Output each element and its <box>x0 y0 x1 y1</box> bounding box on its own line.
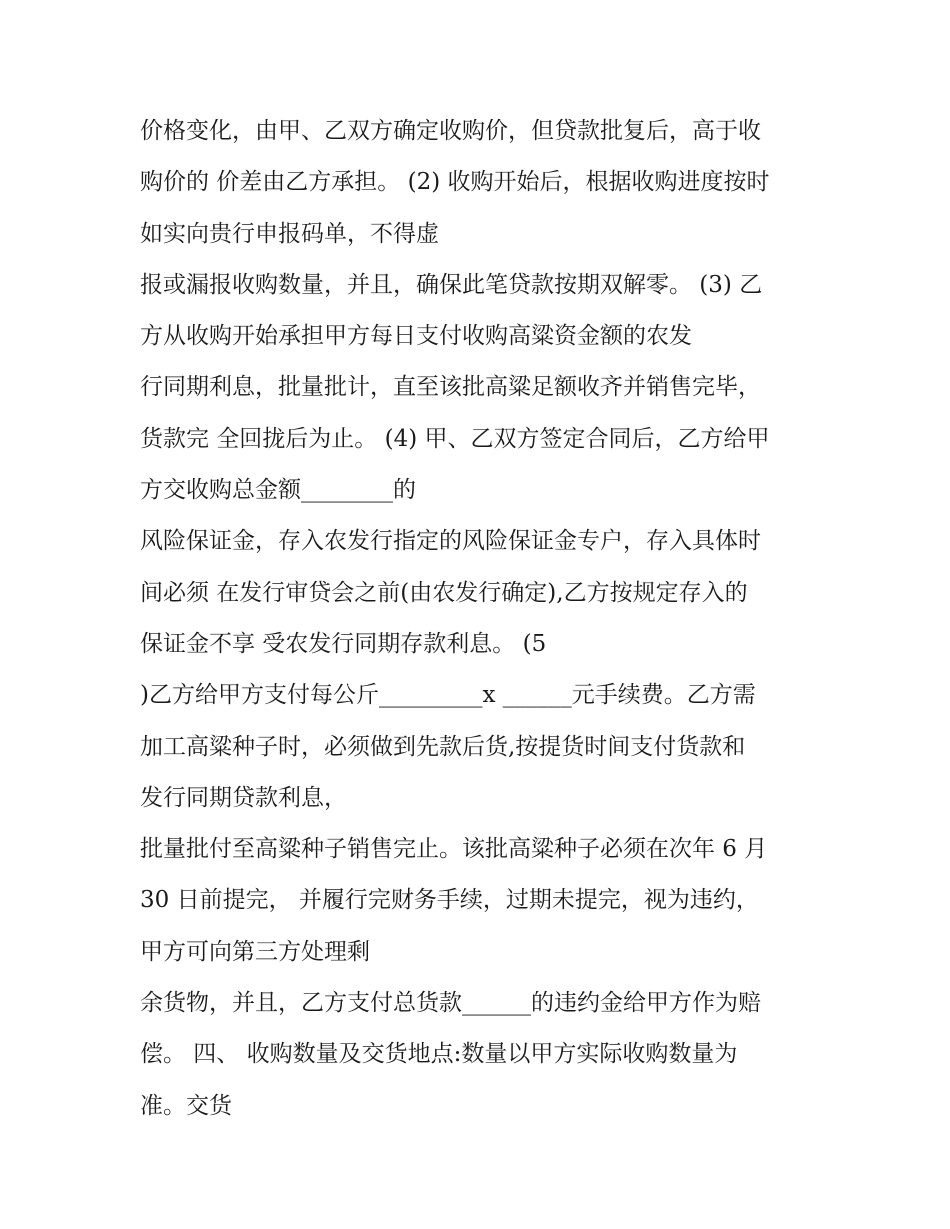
text-line: 方交收购总金额________的 <box>140 477 416 504</box>
text-line: 报或漏报收购数量，并且，确保此笔贷款按期双解零。 (3) 乙 <box>140 271 763 298</box>
text-line: 偿。 四、 收购数量及交货地点:数量以甲方实际收购数量为 <box>140 1041 738 1068</box>
text-line: 行同期利息，批量批计，直至该批高粱足额收齐并销售完毕， <box>140 374 761 401</box>
text-line: 风险保证金，存入农发行指定的风险保证金专户，存入具体时 <box>140 528 761 555</box>
text-line: 方从收购开始承担甲方每日支付收购高粱资金额的农发 <box>140 323 692 350</box>
contract-text <box>140 106 830 1132</box>
text-line: 保证金不享 受农发行同期存款利息。 (5 <box>140 630 547 657</box>
text-line: 加工高粱种子时，必须做到先款后货,按提货时间支付货款和 <box>140 733 746 760</box>
text-line: 购价的 价差由乙方承担。 (2) 收购开始后，根据收购进度按时 <box>140 169 770 196</box>
text-line: 间必须 在发行审贷会之前(由农发行确定),乙方按规定存入的 <box>140 579 748 606</box>
text-line: 货款完 全回拢后为止。 (4) 甲、乙双方签定合同后，乙方给甲 <box>140 425 770 452</box>
text-line: 余货物，并且，乙方支付总货款______的违约金给甲方作为赔 <box>140 990 761 1017</box>
text-line: 发行同期贷款利息， <box>140 784 347 811</box>
text-line: )乙方给甲方支付每公斤_________x ______元手续费。乙方需 <box>140 682 756 709</box>
text-line: 批量批付至高粱种子销售完止。该批高粱种子必须在次年 6 月 <box>140 836 768 863</box>
text-line: 甲方可向第三方处理剩 <box>140 938 370 965</box>
text-line: 价格变化，由甲、乙双方确定收购价，但贷款批复后，高于收 <box>140 118 761 144</box>
text-line: 准。交货 <box>140 1092 232 1119</box>
text-line: 30 日前提完， 并履行完财务手续，过期未提完，视为违约， <box>140 887 759 914</box>
text-line: 如实向贵行申报码单，不得虚 <box>140 220 439 247</box>
